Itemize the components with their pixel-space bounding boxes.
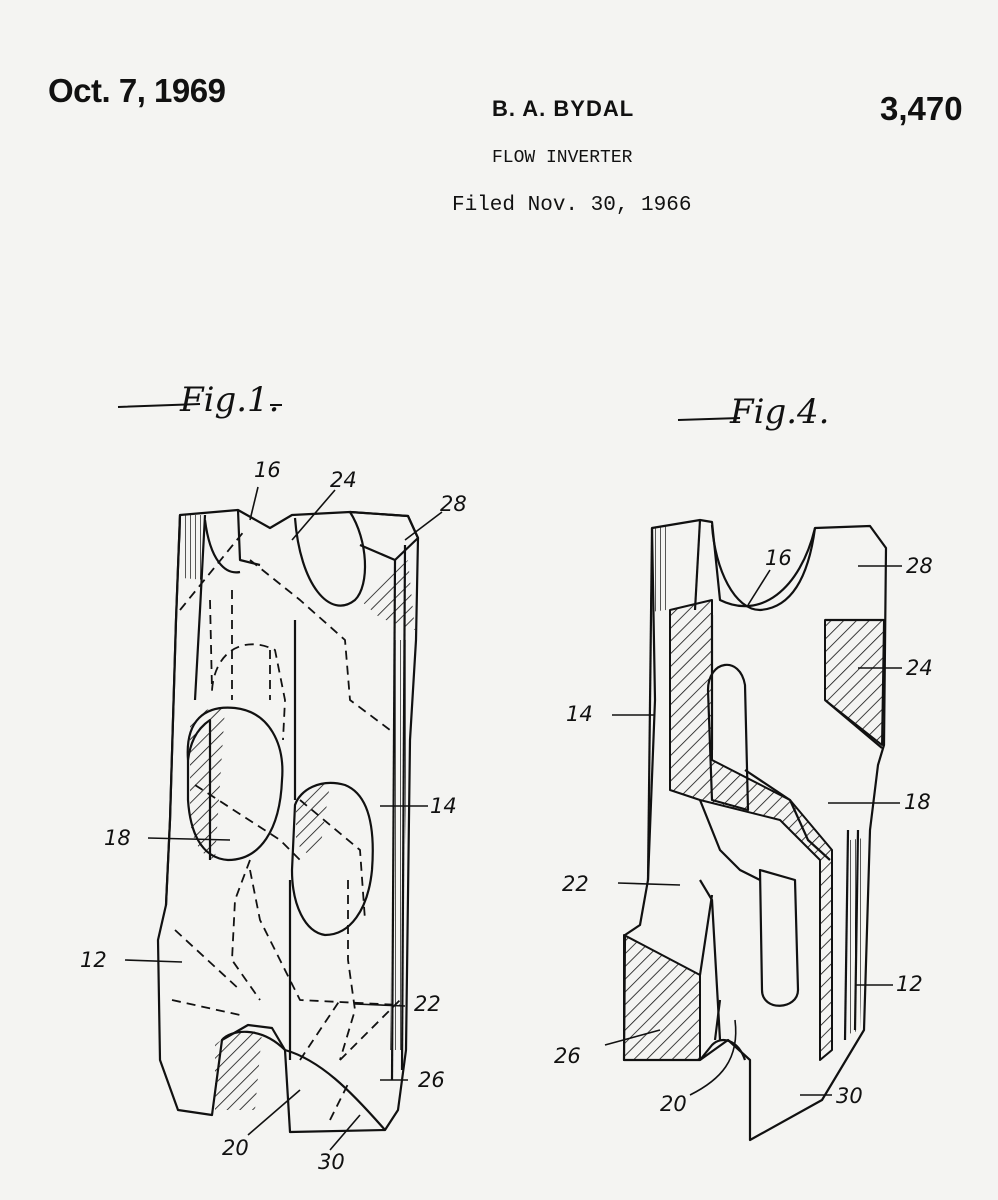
fig4-hatch-26: [624, 935, 700, 1060]
fig4-label: Fig.4.: [730, 392, 830, 432]
fig1-ref-14: 14: [430, 794, 457, 818]
fig1-ref-20: 20: [222, 1136, 249, 1160]
fig1-bottom-hatch: [215, 1032, 262, 1110]
fig4-right-edge-hatch: [846, 838, 864, 1035]
fig1-ref-18: 18: [104, 826, 131, 850]
fig4-ref-28: 28: [906, 554, 933, 578]
fig4-ref-24: 24: [906, 656, 933, 680]
fig4-ref-12: 12: [896, 972, 923, 996]
fig4-ref-30: 30: [836, 1084, 863, 1108]
fig1-drawing: [125, 487, 442, 1150]
fig1-ref-16: 16: [254, 458, 281, 482]
patent-date: Oct. 7, 1969: [48, 72, 226, 109]
fig4-ref-20: 20: [660, 1092, 687, 1116]
fig4-ref-16: 16: [765, 546, 792, 570]
fig1-left-opening-hatch: [190, 708, 225, 861]
fig4-ref-22: 22: [562, 872, 589, 896]
fig1-ref-12: 12: [80, 948, 107, 972]
fig1-right-edge-hatch: [390, 640, 408, 1050]
fig4-top-left-hatch: [650, 526, 668, 612]
fig1-ref-30: 30: [318, 1150, 345, 1174]
fig1-top-hatch: [180, 515, 205, 580]
patent-number: 3,470: [880, 90, 963, 127]
fig4-ref-14: 14: [566, 702, 593, 726]
fig4-drawing: [605, 520, 902, 1140]
fig1-ref-24: 24: [330, 468, 357, 492]
invention-title: FLOW INVERTER: [492, 148, 633, 168]
fig1-ref-22: 22: [414, 992, 441, 1016]
fig1-top-right-hatch: [360, 560, 415, 630]
fig4-ref-18: 18: [904, 790, 931, 814]
fig4-lower-slot: [760, 870, 798, 1006]
fig1-ref-26: 26: [418, 1068, 445, 1092]
fig1-ref-28: 28: [440, 492, 467, 516]
fig1-label: Fig.1.: [180, 380, 280, 420]
filing-date: Filed Nov. 30, 1966: [452, 194, 692, 217]
fig4-ref-26: 26: [554, 1044, 581, 1068]
inventor-name: B. A. BYDAL: [492, 96, 635, 121]
